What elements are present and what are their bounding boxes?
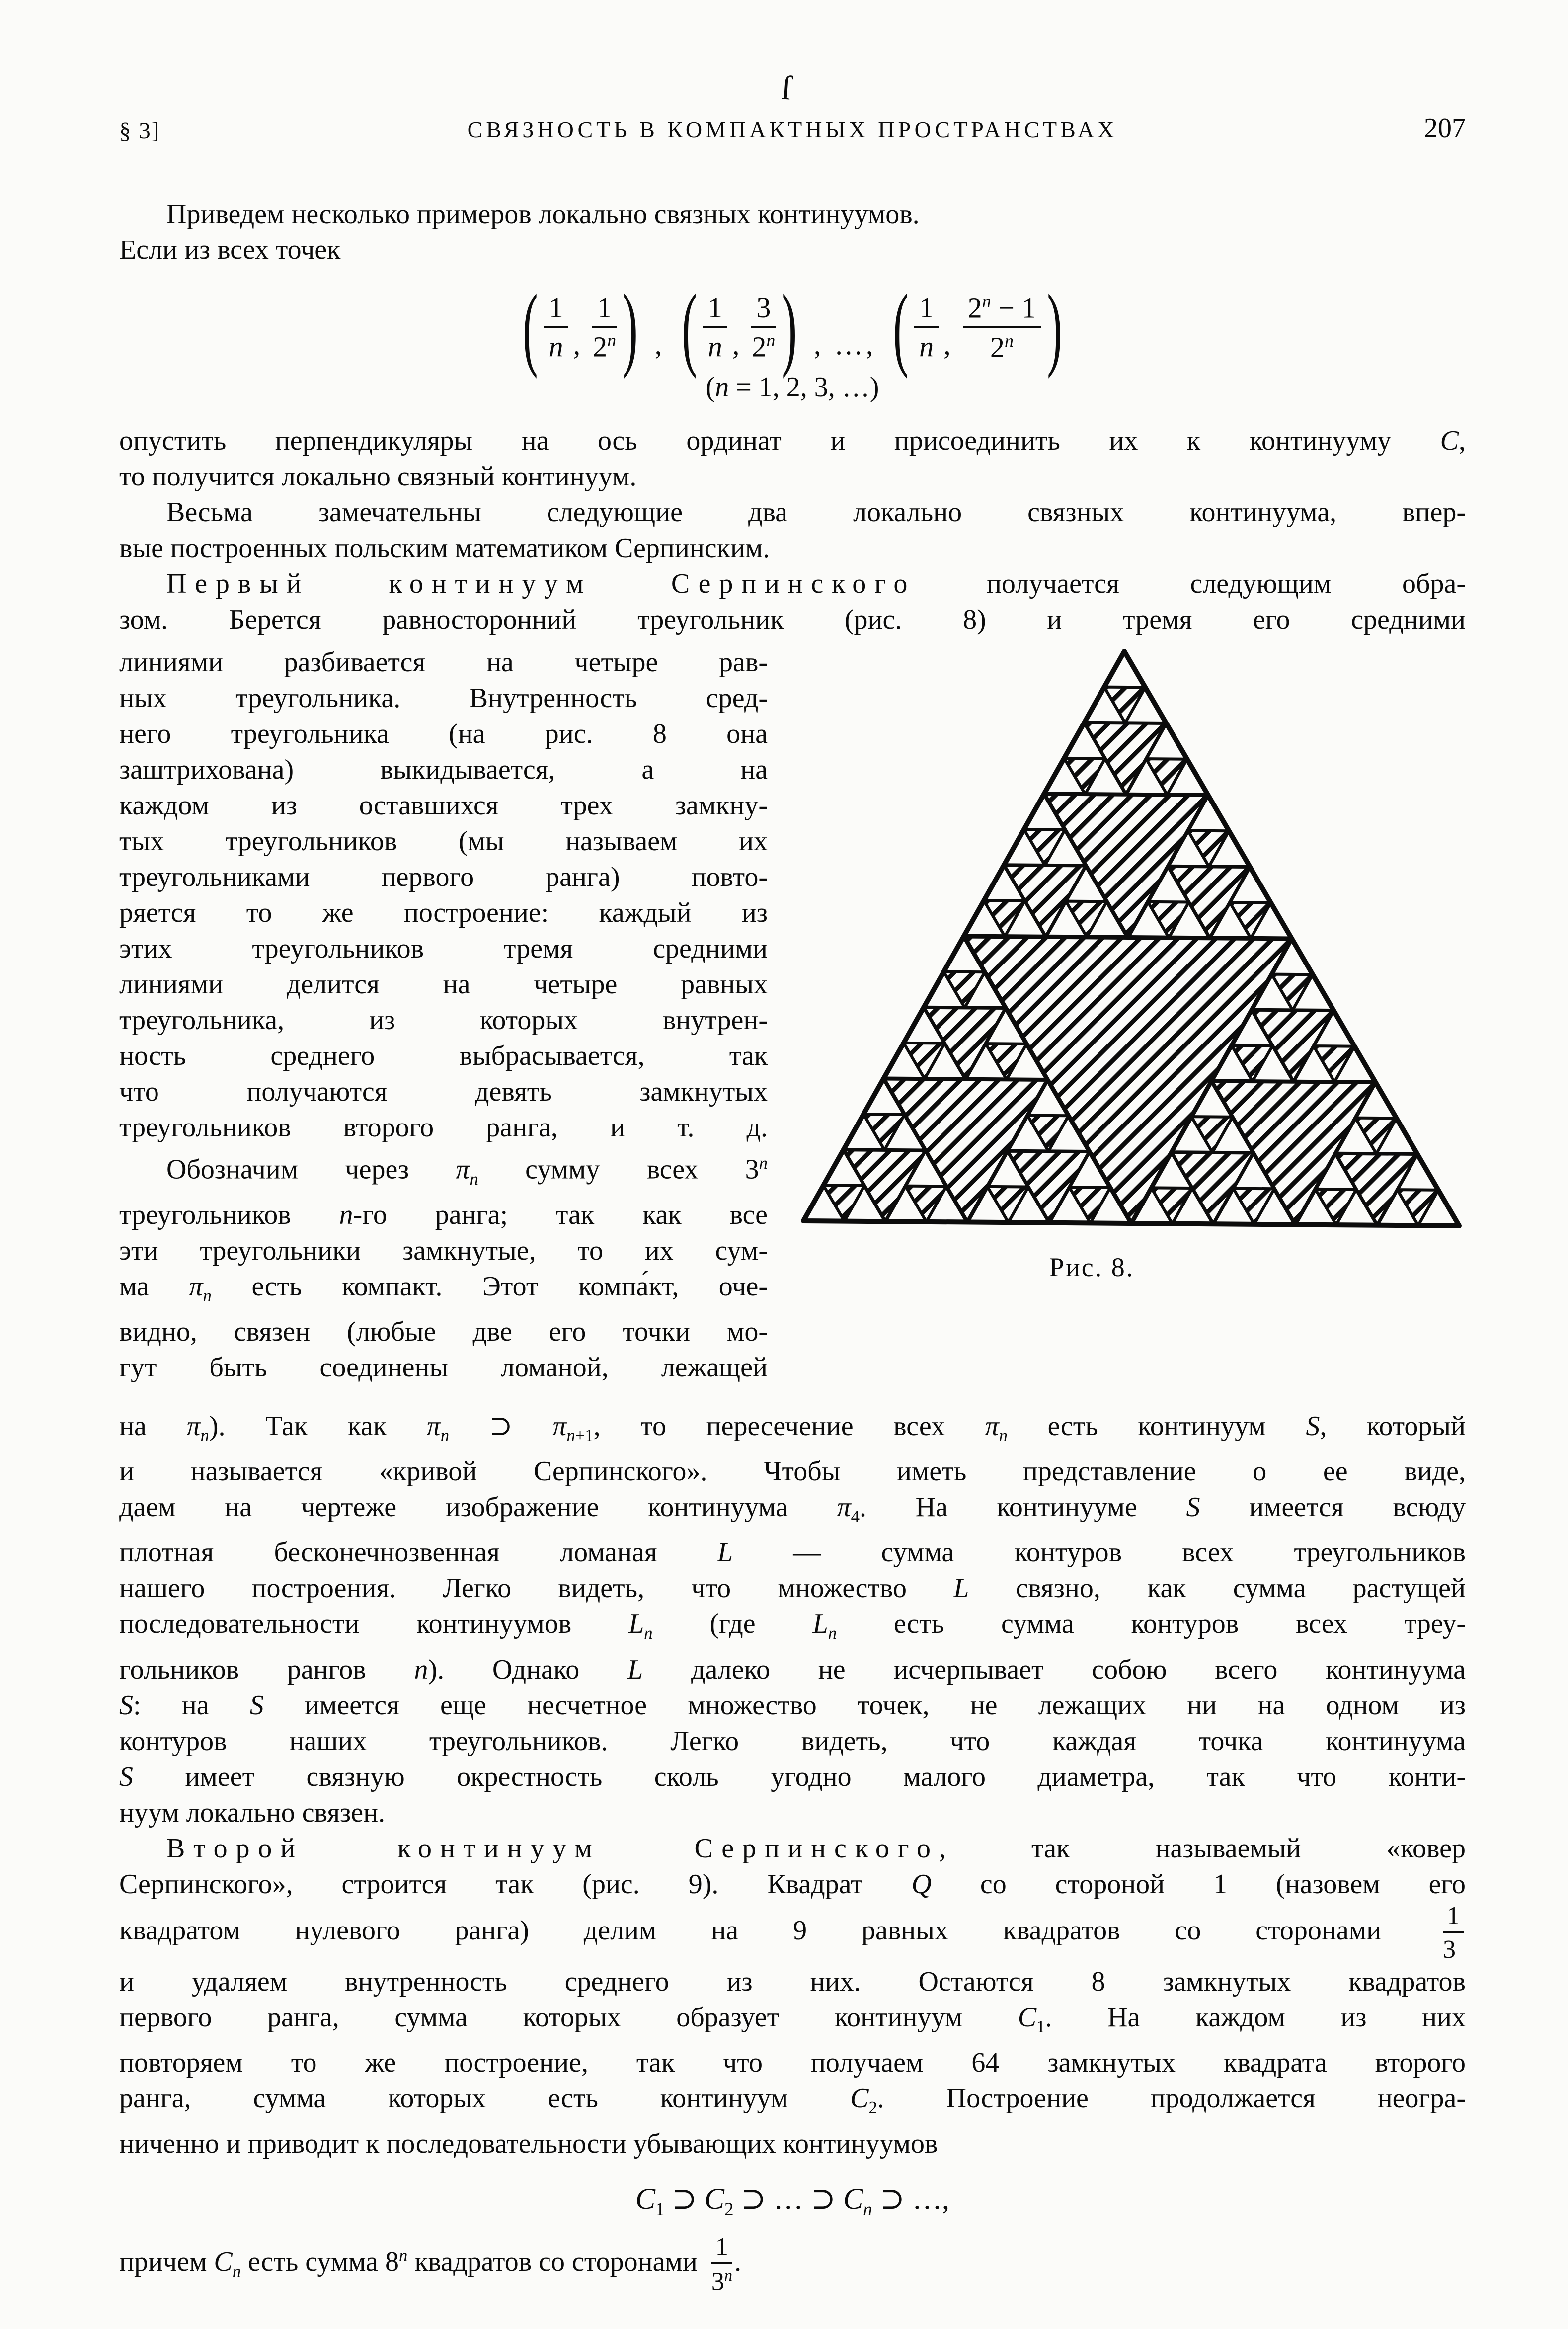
text-line: нуум локально связен. <box>119 1797 386 1828</box>
text-line: каждом из оставшихся трех замкну- <box>119 790 768 821</box>
text-line: Если из всех точек <box>119 235 341 265</box>
formula-points-condition: (n = 1, 2, 3, …) <box>706 371 879 402</box>
text-line: что получаются девять замкнутых <box>119 1076 768 1107</box>
text-line: S имеет связную окрестность сколь угодно малого диаметра, так что конти- <box>119 1761 1466 1792</box>
text-line: на $\pi_n$). Так как $\pi_n$ ⊃ $\pi_{n+1}$, то пересечение всех $\pi_n$ есть континуум S, который <box>119 1410 1466 1446</box>
left-text-column <box>119 644 768 1385</box>
paragraph-intro <box>119 196 1466 268</box>
text-line: контуров наших треугольников. Легко видеть, что каждая точка континуума <box>119 1725 1466 1757</box>
text-line: этих треугольников тремя средними <box>119 933 768 964</box>
text-line: гольников рангов n). Однако L далеко не исчерпывает собою всего континуума <box>119 1654 1466 1685</box>
text-line: треугольников второго ранга, и т. д. <box>119 1112 768 1143</box>
text-line: и удаляем внутренность среднего из них. Остаются 8 замкнутых квадратов <box>119 1966 1466 1997</box>
text-line: плотная бесконечнозвенная ломаная L — сумма контуров всех треугольников <box>119 1537 1466 1568</box>
text-line: треугольников n-го ранга; так как все <box>119 1199 768 1230</box>
text-line: треугольниками первого ранга) повто- <box>119 861 768 892</box>
text-line: нашего построения. Легко видеть, что множество L связно, как сумма растущей <box>119 1573 1466 1604</box>
text-line: линиями делится на четыре равных <box>119 968 768 1000</box>
paragraph-second-continuum <box>119 1831 1466 2162</box>
text-line: ниченно и приводит к последовательности убывающих континуумов <box>119 2128 938 2160</box>
text-line: зом. Берется равносторонний треугольник (рис. 8) и тремя его средними <box>119 604 1466 635</box>
text-line: опустить перпендикуляры на ось ординат и присоединить их к континууму C, <box>119 425 1466 456</box>
text-line: ранга, сумма которых есть континуум $C_2$. Построение продолжается неогра- <box>119 2083 1466 2118</box>
paragraph-perpendiculars <box>119 423 1466 494</box>
text-line: Первый континуум Серпинского получается следующим обра- <box>166 568 1466 599</box>
text-line: ных треугольника. Внутренность сред- <box>119 682 768 714</box>
paragraph-first-continuum <box>119 566 1466 638</box>
running-title: СВЯЗНОСТЬ В КОМПАКТНЫХ ПРОСТРАНСТВАХ <box>467 117 1118 142</box>
text-line: повторяем то же построение, так что получаем 64 замкнутых квадрата второго <box>119 2047 1466 2078</box>
text-line: и называется «кривой Серпинского». Чтобы иметь представление о ее виде, <box>119 1456 1466 1487</box>
text-line: Второй континуум Серпинского, так называемый «ковер <box>166 1833 1466 1864</box>
text-line: треугольника, из которых внутрен- <box>119 1004 768 1036</box>
text-line: причем $C_n$ есть сумма 8$^n$ квадратов со сторонами $\frac{1}{3^n}$ . <box>119 2233 741 2296</box>
text-line: Серпинского», строится так (рис. 9). Квадрат Q со стороной 1 (назовем его <box>119 1868 1466 1900</box>
text-and-figure-row <box>119 644 1466 1385</box>
text-line: квадратом нулевого ранга) делим на 9 равных квадратов со сторонами $\frac{1}{3}$ <box>119 1902 1466 1964</box>
formula-chain: $C_1$ ⊃ $C_2$ ⊃ … ⊃ $C_n$ ⊃ …, <box>635 2182 949 2220</box>
figure-8 <box>768 644 1466 1385</box>
text-line: ма $\pi_n$ есть компакт. Этот компа́кт, оче- <box>119 1271 768 1305</box>
sierpinski-triangle-figure <box>797 645 1466 1232</box>
scan-artifact: ſ <box>780 69 793 108</box>
paragraph-closing <box>119 2233 1466 2296</box>
section-number: § 3] <box>119 118 160 144</box>
text-line: то получится локально связный континуум. <box>119 461 637 492</box>
text-line: даем на чертеже изображение континуума $\pi_4$. На континууме S имеется всюду <box>119 1492 1466 1526</box>
text-line: последовательности континуумов $L_n$ (где $L_n$ есть сумма контуров всех треу- <box>119 1608 1466 1643</box>
text-line: эти треугольники замкнутые, то их сум- <box>119 1235 768 1266</box>
text-line: вые построенных польским математиком Серпинским. <box>119 532 770 563</box>
text-line: тых треугольников (мы называем их <box>119 825 768 857</box>
text-line: Обозначим через $\pi_n$ сумму всех 3$^n$ <box>166 1153 768 1189</box>
paragraph-remarkable <box>119 494 1466 566</box>
text-line: S: на S имеется еще несчетное множество точек, не лежащих ни на одном из <box>119 1689 1466 1721</box>
hatched-removed-triangles <box>823 687 1438 1226</box>
text-line: Приведем несколько примеров локально связных континуумов. <box>166 199 920 230</box>
text-line: заштрихована) выкидывается, а на <box>119 754 768 785</box>
formula-points: ( $\frac{1}{n}$ , $\frac{1}{2^n}$ ) , ( $\frac{1}{n}$ , $\frac{3}{2^n}$ ) , …, ( $\frac{1}{n}$ , $\frac{2^n - 1}{2^n}$ ) <box>522 275 1063 379</box>
text-line: линиями разбивается на четыре рав- <box>119 646 768 678</box>
text-line: видно, связен (любые две его точки мо- <box>119 1316 768 1347</box>
text-line: ность среднего выбрасывается, так <box>119 1040 768 1071</box>
text-line: ряется то же построение: каждый из <box>119 897 768 928</box>
text-line: него треугольника (на рис. 8 она <box>119 718 768 749</box>
figure-caption: Рис. 8. <box>1049 1252 1135 1282</box>
text-line: гут быть соединены ломаной, лежащей <box>119 1352 768 1383</box>
page-header <box>119 69 1466 149</box>
formula-points-block <box>119 275 1466 403</box>
page-number: 207 <box>1424 113 1466 144</box>
text-line: первого ранга, сумма которых образует континуум $C_1$. На каждом из них <box>119 2002 1466 2036</box>
paragraph-continuation <box>119 1408 1466 1831</box>
text-line: Весьма замечательны следующие два локально связных континуума, впер- <box>166 496 1466 528</box>
